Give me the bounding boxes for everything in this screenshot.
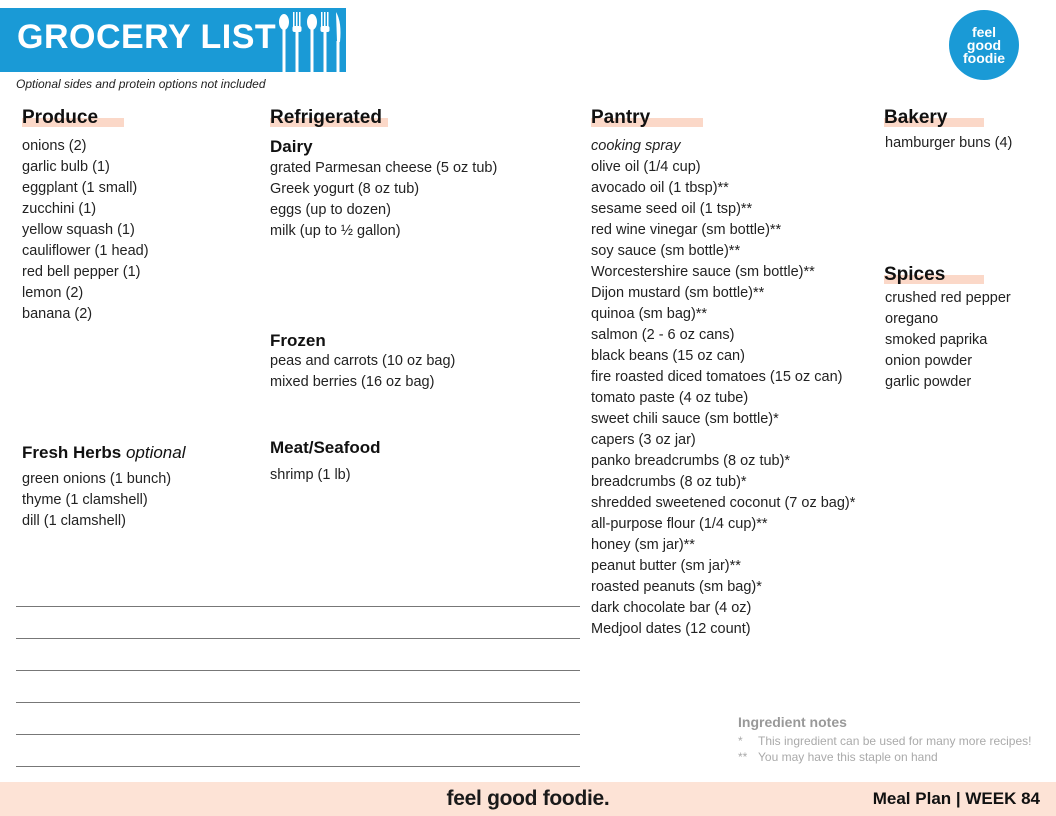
list-item: black beans (15 oz can) (591, 348, 745, 364)
blank-writing-line (16, 670, 580, 671)
list-item: olive oil (1/4 cup) (591, 159, 701, 175)
brand-logo-text: feel good foodie (963, 23, 1005, 66)
blank-writing-line (16, 638, 580, 639)
produce-list (22, 136, 149, 325)
list-item: panko breadcrumbs (8 oz tub)* (591, 453, 791, 469)
list-item: zucchini (1) (22, 201, 97, 217)
list-item: smoked paprika (885, 332, 988, 348)
blank-writing-line (16, 702, 580, 703)
bakery-heading: Bakery (884, 107, 948, 128)
refrigerated-heading: Refrigerated (270, 107, 382, 128)
list-item: sesame seed oil (1 tsp)** (591, 201, 753, 217)
subtitle: Optional sides and protein options not included (16, 77, 266, 91)
list-item: shredded sweetened coconut (7 oz bag)* (591, 495, 856, 511)
list-item: mixed berries (16 oz bag) (270, 374, 435, 390)
list-item: avocado oil (1 tbsp)** (591, 180, 729, 196)
list-item: quinoa (sm bag)** (591, 306, 708, 322)
list-item: banana (2) (22, 306, 93, 322)
note-row (738, 749, 1031, 765)
list-item: cooking spray (591, 138, 681, 154)
list-item: eggplant (1 small) (22, 180, 138, 196)
note-text: You may have this staple on hand (758, 750, 938, 764)
list-item: crushed red pepper (885, 290, 1011, 306)
list-item: salmon (2 - 6 oz cans) (591, 327, 735, 343)
list-item: milk (up to ½ gallon) (270, 223, 401, 239)
list-item: peanut butter (sm jar)** (591, 558, 741, 574)
list-item: Greek yogurt (8 oz tub) (270, 181, 420, 197)
fresh-herbs-list (22, 469, 171, 532)
list-item: Dijon mustard (sm bottle)** (591, 285, 765, 301)
list-item: red bell pepper (1) (22, 264, 141, 280)
list-item: dark chocolate bar (4 oz) (591, 600, 752, 616)
list-item: grated Parmesan cheese (5 oz tub) (270, 160, 498, 176)
ingredient-notes-title: Ingredient notes (738, 714, 847, 730)
list-item: fire roasted diced tomatoes (15 oz can) (591, 369, 843, 385)
list-item: Medjool dates (12 count) (591, 621, 751, 637)
list-item: capers (3 oz jar) (591, 432, 696, 448)
meat-seafood-heading: Meat/Seafood (270, 438, 381, 457)
list-item: Worcestershire sauce (sm bottle)** (591, 264, 815, 280)
frozen-list (270, 351, 455, 393)
list-item: all-purpose flour (1/4 cup)** (591, 516, 768, 532)
frozen-heading: Frozen (270, 331, 326, 350)
blank-writing-line (16, 734, 580, 735)
list-item: lemon (2) (22, 285, 84, 301)
list-item: hamburger buns (4) (885, 135, 1013, 151)
note-mark: * (738, 734, 743, 748)
note-mark: ** (738, 750, 748, 764)
list-item: soy sauce (sm bottle)** (591, 243, 741, 259)
list-item: thyme (1 clamshell) (22, 492, 148, 508)
footer-brand-logo: feel good foodie. (446, 787, 610, 810)
list-item: garlic bulb (1) (22, 159, 110, 175)
list-item: roasted peanuts (sm bag)* (591, 579, 762, 595)
fresh-herbs-heading (22, 444, 186, 461)
bakery-list (885, 133, 1012, 154)
produce-heading: Produce (22, 107, 99, 128)
list-item: shrimp (1 lb) (270, 467, 351, 483)
list-item: breadcrumbs (8 oz tub)* (591, 474, 747, 490)
utensils-icon (276, 8, 346, 74)
list-item: sweet chili sauce (sm bottle)* (591, 411, 779, 427)
blank-writing-line (16, 606, 580, 607)
note-text: This ingredient can be used for many more recipes! (758, 734, 1032, 748)
list-item: onions (2) (22, 138, 87, 154)
list-item: eggs (up to dozen) (270, 202, 391, 218)
dairy-list (270, 158, 497, 242)
list-item: garlic powder (885, 374, 972, 390)
note-row (738, 733, 1031, 749)
list-item: dill (1 clamshell) (22, 513, 126, 529)
spices-list (885, 288, 1011, 393)
list-item: cauliflower (1 head) (22, 243, 149, 259)
pantry-list (591, 136, 855, 640)
spices-heading: Spices (884, 264, 946, 285)
meal-plan-week: Meal Plan | WEEK 84 (872, 789, 1040, 808)
list-item: oregano (885, 311, 939, 327)
list-item: yellow squash (1) (22, 222, 135, 238)
list-item: green onions (1 bunch) (22, 471, 172, 487)
pantry-heading: Pantry (591, 107, 651, 128)
list-item: tomato paste (4 oz tube) (591, 390, 749, 406)
meat-seafood-list (270, 465, 351, 486)
blank-writing-line (16, 766, 580, 767)
list-item: red wine vinegar (sm bottle)** (591, 222, 782, 238)
fresh-herbs-heading-text: Fresh Herbs (22, 443, 122, 462)
brand-logo (949, 10, 1019, 80)
fresh-herbs-optional-note: optional (125, 443, 186, 462)
page-title: GROCERY LIST (17, 18, 277, 56)
ingredient-notes (738, 714, 1031, 765)
list-item: onion powder (885, 353, 973, 369)
list-item: honey (sm jar)** (591, 537, 695, 553)
dairy-heading: Dairy (270, 137, 313, 156)
list-item: peas and carrots (10 oz bag) (270, 353, 456, 369)
